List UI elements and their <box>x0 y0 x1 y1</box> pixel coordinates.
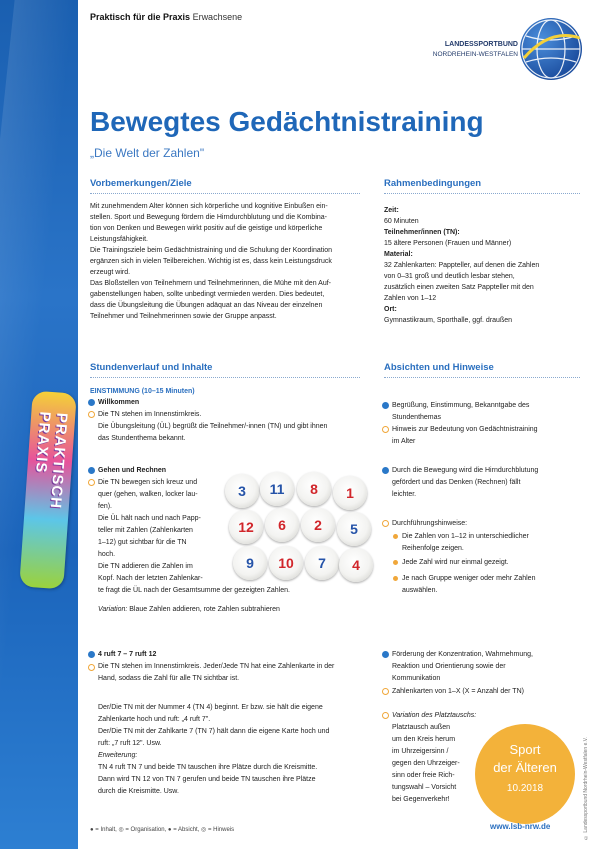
organisation-bullet-icon <box>382 688 389 695</box>
block1-title: Willkommen <box>98 399 140 406</box>
series-rest: Erwachsene <box>192 12 243 22</box>
plate: 12 <box>229 510 263 544</box>
variation-line: tungswahl – Vorsicht <box>392 784 457 791</box>
block1-line: Die TN stehen im Innenstirnkreis. <box>98 411 202 418</box>
heading-vorbemerkungen: Vorbemerkungen/Ziele <box>90 178 192 189</box>
block2-variation <box>98 604 280 615</box>
plate: 8 <box>297 472 331 506</box>
material-label: Material: <box>384 251 413 258</box>
inhalt-bullet-icon <box>88 651 95 658</box>
block3-line: TN 4 ruft TN 7 und beide TN tauschen ihre Plätze durch die Kreismitte. <box>98 764 318 771</box>
material-line: Zahlen von 1–12 <box>384 295 437 302</box>
page-title: Bewegtes Gedächtnistraining <box>90 106 484 137</box>
plate: 2 <box>301 508 335 542</box>
hinweis-bullet-icon <box>382 520 389 527</box>
block3-line: Der/Die TN mit der Zahlkarte 7 (TN 7) hält dann die eigene Karte hoch und <box>98 728 330 735</box>
block2-line: hoch. <box>98 551 116 558</box>
text-line: dass die Übungsleitung die Übungen adäquat an das Niveau der einzelnen <box>90 302 323 309</box>
hints-title: Durchführungshinweise: <box>392 520 468 527</box>
plate: 11 <box>260 472 294 506</box>
org-line2: NORDREHEIN-WESTFALEN <box>432 51 518 58</box>
absicht-bullet-icon <box>382 651 389 658</box>
text-line: Mit zunehmendem Alter können sich körperliche und kognitive Einbußen ein- <box>90 203 328 210</box>
block1-right2: Hinweis zur Bedeutung von Gedächtnistraining <box>392 426 538 433</box>
block3-line: Zahlenkarte hoch und ruft: „4 ruft 7". <box>98 716 211 723</box>
variation-line: bei Gegenverkehr! <box>392 796 450 803</box>
block2-title: Gehen und Rechnen <box>98 467 167 474</box>
plate: 7 <box>305 546 339 580</box>
org-line1: LANDESSPORTBUND <box>444 41 518 48</box>
organisation-bullet-icon <box>88 479 95 486</box>
text-line: Teilnehmer und Teilnehmerinnen sowie der Gruppe anpasst. <box>90 313 277 320</box>
hint-bullet-icon <box>393 576 398 581</box>
text-line: Die Trainingsziele beim Gedächtnistraining und die Schulung der Koordination <box>90 247 333 254</box>
block3-line: durch die Kreismitte. Usw. <box>98 788 179 795</box>
text-line: tion von Denken und Bewegen wirkt positiv auf die geistige und körperliche <box>90 225 323 232</box>
vorbemerkungen-text <box>90 201 360 322</box>
block2-line: Die TN bewegen sich kreuz und <box>98 479 198 486</box>
text-line: ergänzen sich in vielen Teilbereichen. Wichtig ist es, dass kein Leistungsdruck <box>90 258 332 265</box>
sticker-line1: Sport <box>509 742 541 757</box>
block3-right: Kommunikation <box>392 675 441 682</box>
plate: 1 <box>333 476 367 510</box>
block3-title: 4 ruft 7 – 7 ruft 12 <box>98 651 157 658</box>
material-line: 32 Zahlenkarten: Pappteller, auf denen die Zahlen <box>384 262 540 269</box>
globe-logo-icon <box>520 18 582 80</box>
block3-line: Hand, sodass die Zahl für alle TN sichtbar ist. <box>98 675 240 682</box>
plate: 4 <box>339 548 373 582</box>
tn-value: 15 ältere Personen (Frauen und Männer) <box>384 240 512 247</box>
block1-right: Begrüßung, Einstimmung, Bekanntgabe des <box>392 402 530 409</box>
block3-line: Dann wird TN 12 von TN 7 gerufen und beide TN tauschen ihre Plätze <box>98 776 316 783</box>
variation-line: im Uhrzeigersinn / <box>392 748 449 755</box>
praxis-badge-text: PRAKTISCH PRAXIS <box>32 411 71 510</box>
block1-line: das Stundenthema bekannt. <box>98 435 186 442</box>
copyright-notice: © Landessportbund Nordrhein-Westfalen e.V. <box>583 736 589 840</box>
block2-line: Kopf. Nach der letzten Zahlenkar- <box>98 575 203 582</box>
text-line: Leistungsfähigkeit. <box>90 236 148 243</box>
material-line: zusätzlich einen zweiten Satz Pappteller mit den <box>384 284 534 291</box>
plate: 3 <box>225 474 259 508</box>
heading-stundenverlauf: Stundenverlauf und Inhalte <box>90 362 213 373</box>
sport-der-aelteren-sticker <box>475 724 575 824</box>
block2-right: Durch die Bewegung wird die Hirndurchblutung <box>392 467 539 474</box>
divider <box>90 377 360 378</box>
ort-value: Gymnastikraum, Sporthalle, ggf. draußen <box>384 317 513 324</box>
block2-line: fen). <box>98 503 113 510</box>
block3-line: Der/Die TN mit der Nummer 4 (TN 4) beginnt. Er bzw. sie hält die eigene <box>98 704 323 711</box>
block2-line: Die TN addieren die Zahlen im <box>98 563 193 570</box>
hint-line: Reihenfolge zeigen. <box>402 545 464 552</box>
hint-bullet-icon <box>393 534 398 539</box>
inhalt-bullet-icon <box>88 467 95 474</box>
material-line: von 0–31 groß und deutlich lesbar stehen, <box>384 273 515 280</box>
heading-absichten: Absichten und Hinweise <box>384 362 494 373</box>
einstimmung-label: EINSTIMMUNG (10–15 Minuten) <box>90 388 195 395</box>
ort-label: Ort: <box>384 306 397 313</box>
hinweis-bullet-icon <box>382 712 389 719</box>
divider <box>384 377 580 378</box>
website-link[interactable]: www.lsb-nrw.de <box>490 822 551 831</box>
text-line: stellen. Sport und Bewegung fördern die Hirndurchblutung und die Kombina- <box>90 214 327 221</box>
block1-line: Die Übungsleitung (ÜL) begrüßt die Teilnehmer/-innen (TN) und gibt ihnen <box>98 423 328 430</box>
zeit-label: Zeit: <box>384 207 399 214</box>
variation-line: um den Kreis herum <box>392 736 456 743</box>
block2-line: quer (gehen, walken, locker lau- <box>98 491 198 498</box>
block2-right: leichter. <box>392 491 417 498</box>
divider <box>384 193 580 194</box>
text-line: gabenstellungen haben, sollte unbedingt vermieden werden. Dies bedeutet, <box>90 291 325 298</box>
text-line: Das Bloßstellen von Teilnehmern und Teilnehmerinnen, die Mühe mit den Auf- <box>90 280 331 287</box>
block1-right2: im Alter <box>392 438 416 445</box>
absicht-bullet-icon <box>382 402 389 409</box>
sticker-line2: der Älteren <box>493 760 557 775</box>
plate: 5 <box>337 512 371 546</box>
block1-right: Stundenthemas <box>392 414 442 421</box>
variation-line: Platztausch außen <box>392 724 450 731</box>
divider <box>90 193 360 194</box>
org-name <box>400 40 518 60</box>
rahmen-details <box>384 205 564 326</box>
variation-text: Blaue Zahlen addieren, rote Zahlen subtrahieren <box>129 606 280 613</box>
hint-bullet-icon <box>393 560 398 565</box>
tn-label: Teilnehmer/innen (TN): <box>384 229 460 236</box>
block2-line: te fragt die ÜL nach der Gesamtsumme der gezeigten Zahlen. <box>98 587 290 594</box>
block2-right: gefördert und das Denken (Rechnen) fällt <box>392 479 521 486</box>
block3-right: Reaktion und Orientierung sowie der <box>392 663 506 670</box>
sticker-date: 10.2018 <box>506 783 544 794</box>
block3-right2: Zahlenkarten von 1–X (X = Anzahl der TN) <box>392 688 524 695</box>
hinweis-bullet-icon <box>382 426 389 433</box>
erweiterung-label: Erweiterung: <box>98 752 138 759</box>
hint-line: Jede Zahl wird nur einmal gezeigt. <box>402 559 509 566</box>
variation-line: sinn oder freie Rich- <box>392 772 455 779</box>
organisation-bullet-icon <box>88 664 95 671</box>
hint-line: Die Zahlen von 1–12 in unterschiedlicher <box>402 533 529 540</box>
variation-line: gegen den Uhrzeiger- <box>392 760 460 767</box>
block2-line: 1–12) gut sichtbar für die TN <box>98 539 187 546</box>
variation-label: Variation: <box>98 606 128 613</box>
plate: 10 <box>269 546 303 580</box>
absicht-bullet-icon <box>382 467 389 474</box>
block2-line: teller mit Zahlen (Zahlenkarten <box>98 527 193 534</box>
text-line: erzeugt wird. <box>90 269 131 276</box>
hint-line: Je nach Gruppe weniger oder mehr Zahlen <box>402 575 536 582</box>
plate: 6 <box>265 508 299 542</box>
block2-line: Die ÜL hält nach und nach Papp- <box>98 515 201 522</box>
number-plates <box>225 472 375 584</box>
block3-line: Die TN stehen im Innenstirnkreis. Jeder/Jede TN hat eine Zahlenkarte in der <box>98 663 335 670</box>
heading-rahmen: Rahmenbedingungen <box>384 178 482 189</box>
variation-title: Variation des Platztauschs: <box>392 712 477 719</box>
zeit-value: 60 Minuten <box>384 218 419 225</box>
plate: 9 <box>233 546 267 580</box>
inhalt-bullet-icon <box>88 399 95 406</box>
bullet-legend: ● = Inhalt, ◎ = Organisation, ● = Absicht, ◎ = Hinweis <box>90 827 235 833</box>
series-bold: Praktisch für die Praxis <box>90 12 191 22</box>
block3-line: ruft: „7 ruft 12". Usw. <box>98 740 162 747</box>
series-label <box>90 12 242 22</box>
organisation-bullet-icon <box>88 411 95 418</box>
hint-line: auswählen. <box>402 587 438 594</box>
page-subtitle: „Die Welt der Zahlen" <box>90 146 205 160</box>
block3-right: Förderung der Konzentration, Wahrnehmung, <box>392 651 533 658</box>
